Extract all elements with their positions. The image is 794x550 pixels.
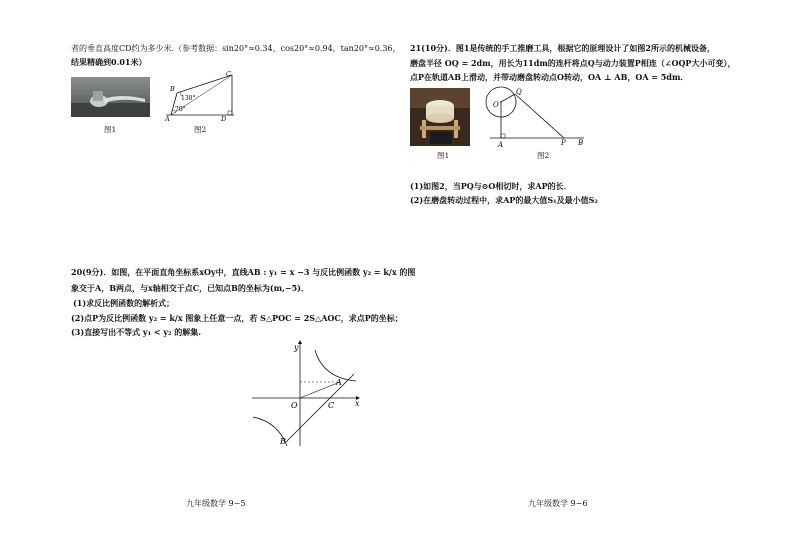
q19-text-line2: 结果精确到0.01米）	[71, 57, 147, 67]
q21-item1: (1)如图2，当PQ与⊙O相切时，求AP的长．	[410, 181, 572, 191]
left-fig2-label-b: B	[170, 85, 175, 93]
graph-label-a: A	[336, 378, 342, 387]
graph-label-y: y	[294, 343, 299, 352]
left-fig2-label-a: A	[165, 115, 170, 123]
right-fig2-label-b: B	[578, 139, 584, 147]
q21-text-line2: 磨盘半径 OQ = 2dm，用长为11dm的连杆将点Q与动力装置P相连（∠OQP大小可变），	[410, 58, 736, 68]
q20-item1: (1)求反比例函数的解析式；	[73, 298, 175, 308]
right-fig2-caption: 图2	[537, 151, 550, 160]
right-fig2-label-q: Q	[516, 88, 522, 96]
left-page-footer: 九年级数学 9−5	[186, 499, 246, 508]
q20-item2: (2)点P为反比例函数 y₂ = k/x 图象上任意一点，若 S△POC = 2S△AOC，求点P的坐标；	[71, 313, 403, 323]
left-fig2-angle-70: 70°	[175, 106, 186, 113]
right-fig2-diagram	[480, 82, 595, 152]
q20-text-line2: 象交于A，B两点，与x轴相交于点C，已知点B的坐标为(m,−5)．	[71, 283, 309, 293]
graph-label-b: B	[280, 437, 286, 446]
right-fig2-label-p: P	[561, 139, 566, 147]
left-fig2-label-d: D	[221, 115, 227, 123]
left-fig2-diagram	[160, 70, 240, 122]
q20-text-line1: 20(9分)．如图，在平面直角坐标系xOy中，直线AB : y₁ = x −3 与反比例函数 y₂ = k/x 的图	[71, 267, 416, 277]
q20-item3: (3)直接写出不等式 y₁ < y₂ 的解集.	[71, 327, 202, 337]
graph-label-x: x	[355, 399, 360, 408]
q20-coordinate-graph	[248, 338, 368, 448]
left-fig1-photo	[71, 77, 150, 117]
q21-text-line1: 21(10分)．图1是传统的手工推磨工具，根据它的原理设计了如图2所示的机械设备，	[410, 43, 715, 53]
right-fig1-photo	[410, 88, 470, 146]
left-fig1-caption: 图1	[104, 125, 117, 134]
q21-text-line3: 点P在轨道AB上滑动，并带动磨盘转动点O转动，OA ⊥ AB，OA = 5dm．	[410, 72, 689, 82]
left-fig2-angle-130: 130°	[181, 95, 196, 102]
left-fig2-label-c: C	[226, 70, 231, 78]
q19-text-line1: 者的垂直高度CD约为多少米.（参考数据：sin20°≈0.34，cos20°≈0.94，tan20°≈0.36，	[71, 44, 401, 53]
graph-label-o: O	[291, 401, 298, 410]
right-page-footer: 九年级数学 9−6	[528, 499, 588, 508]
q21-item2: (2)在磨盘转动过程中，求AP的最大值S₁及最小值S₂	[410, 195, 598, 205]
right-fig1-caption: 图1	[437, 151, 450, 160]
left-fig2-caption: 图2	[194, 125, 207, 134]
graph-label-c: C	[328, 401, 335, 410]
right-fig2-label-a: A	[498, 141, 504, 149]
right-fig2-label-o: O	[493, 101, 499, 109]
